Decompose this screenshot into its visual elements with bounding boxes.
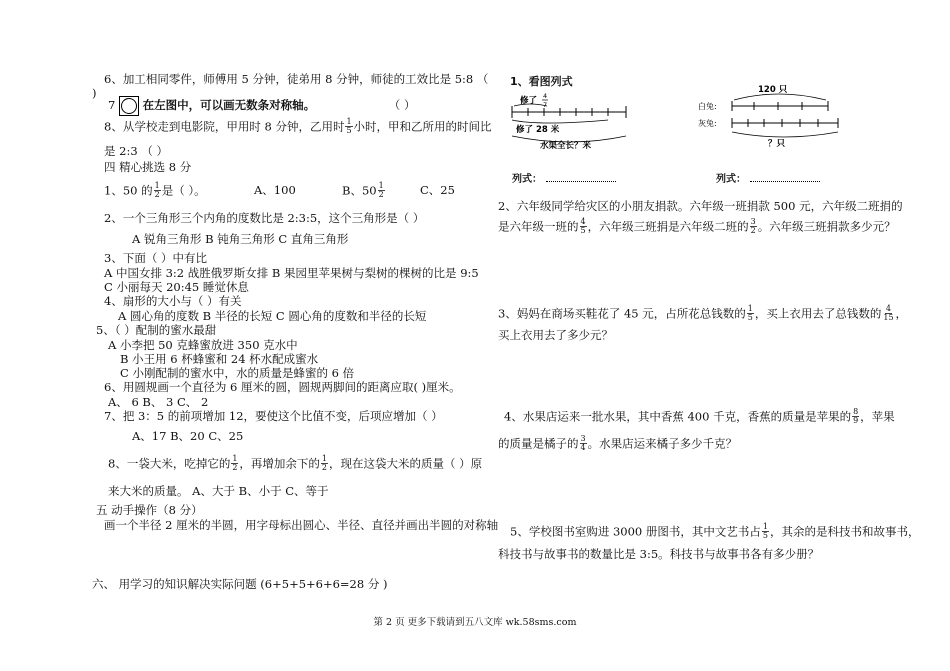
section-4-heading: 四 精心挑选 8 分 xyxy=(104,160,192,174)
section-5-heading: 五 动手操作（8 分） xyxy=(96,503,203,517)
choice-5: 5、（ ）配制的蜜水最甜 xyxy=(96,323,217,337)
circle-in-square-figure xyxy=(119,96,139,116)
section-5-task: 画一个半径 2 厘米的半圆，用字母标出圆心、半径、直径并画出半圆的对称轴 xyxy=(104,518,499,532)
q8-line: 8、从学校走到电影院，甲用时 8 分钟，乙用时 $\frac{1}{5}$ 小时，甲和乙所用的时间比 xyxy=(104,117,492,135)
q7-line xyxy=(108,96,415,116)
problem-3-line-1: 3、妈妈在商场买鞋花了 45 元，占所花总钱数的 $\frac{1}{5}$ ，买上衣用去了总钱数的 $\frac{4}{15}$ ， xyxy=(498,304,908,322)
choice-6-options: A、 6 B、 3 C、 2 xyxy=(108,395,209,409)
choice-3-options-ab: A 中国女排 3:2 战胜俄罗斯女排 B 果园里苹果树与梨树的棵树的比是 9:5 xyxy=(104,266,479,280)
section-6-heading: 六、 用学习的知识解决实际问题 (6+5+5+6+6=28 分 ) xyxy=(92,577,388,591)
formula-1-blank[interactable] xyxy=(546,181,616,182)
diagram1-mid-label: 修了 28 米 xyxy=(516,125,560,135)
rabbit-diagram xyxy=(698,80,848,150)
problem-4-line-2: 的质量是橘子的 $\frac{3}{4}$ 。水果店运来橘子多少千克？ xyxy=(498,434,738,452)
problem-3-line-2: 买上衣用去了多少元？ xyxy=(498,328,613,342)
choice-2: 2、一个三角形三个内角的度数比是 2:3:5，这个三角形是（ ） xyxy=(104,211,425,225)
diagram1-bottom-label: 水渠全长？米 xyxy=(540,141,592,151)
choice-6: 6、用圆规画一个直径为 6 厘米的圆，圆规两脚间的距离应取( )厘米。 xyxy=(104,380,461,394)
problem-5-line-2: 科技书与故事书的数量比是 3:5。科技书与故事书各有多少册？ xyxy=(498,547,820,561)
svg-text:7: 7 xyxy=(543,101,548,109)
formula-1: 列式： xyxy=(512,172,616,187)
q7-paren: （ ） xyxy=(388,98,416,112)
formula-2-blank[interactable] xyxy=(750,181,820,182)
formula-2: 列式： xyxy=(716,172,820,187)
choice-1: 1、50 的 $\frac{1}{2}$ 是（ ）。 A、100 B、50 $\frac{1}{2}$ C、25 xyxy=(104,181,455,199)
choice-4-options: A 圆心角的度数 B 半径的长短 C 圆心角的度数和半径的长短 xyxy=(118,309,427,323)
diagram1-top-label: 修了 xyxy=(520,96,538,106)
choice-3: 3、下面（ ）中有比 xyxy=(104,251,207,265)
q7-text: 在左图中，可以画无数条对称轴。 xyxy=(142,98,316,112)
choice-8: 8、一袋大米，吃掉它的 $\frac{1}{2}$ ，再增加余下的 $\frac{1}{2}$ ，现在这袋大米的质量（ ）原 xyxy=(108,454,483,472)
choice-2-options: A 锐角三角形 B 钝角三角形 C 直角三角形 xyxy=(132,232,349,246)
problem-2-line-1: 2、六年级同学给灾区的小朋友捐款。六年级一班捐款 500 元，六年级二班捐的 xyxy=(498,199,903,213)
problem-2-line-2: 是六年级一班的 $\frac{4}{5}$ ，六年级三班捐是六年级二班的 $\frac{3}{2}$ 。六年级三班捐款多少元？ xyxy=(498,217,896,235)
q8-fraction: $\frac{1}{5}$ xyxy=(346,117,352,135)
problem-5-line-1: 5、学校图书室购进 3000 册图书，其中文艺书占 $\frac{1}{5}$ ，其余的是科技书和故事书， xyxy=(510,522,920,540)
diagram2-top-label: 120 只 xyxy=(758,85,788,95)
svg-text:4: 4 xyxy=(543,92,548,100)
q6-paren-close: ) xyxy=(92,86,97,100)
choice-8-options: 来大米的质量。 A、大于 B、小于 C、等于 xyxy=(108,484,329,498)
gray-rabbit-label: 灰兔: xyxy=(698,119,717,128)
problem-4-line-1: 4、水果店运来一批水果，其中香蕉 400 千克，香蕉的质量是苹果的 $\frac{8}{9}$ ，苹果 xyxy=(504,407,895,425)
choice-7-options: A、17 B、20 C、25 xyxy=(132,429,244,443)
choice-4: 4、扇形的大小与（ ）有关 xyxy=(104,294,242,308)
choice-5-option-c: C 小刚配制的蜜水中，水的质量是蜂蜜的 6 倍 xyxy=(120,366,355,380)
water-channel-diagram xyxy=(500,86,660,152)
choice-5-option-a: A 小李把 50 克蜂蜜放进 350 克水中 xyxy=(108,338,298,352)
q8-line-2: 是 2:3 （ ） xyxy=(104,144,168,158)
choice-3-option-c: C 小丽每天 20:45 睡觉休息 xyxy=(104,280,249,294)
choice-5-option-b: B 小王用 6 杯蜂蜜和 24 杯水配成蜜水 xyxy=(120,352,319,366)
problem-1-title: 1、看图列式 xyxy=(510,75,573,88)
q7-number: 7 xyxy=(108,98,116,112)
white-rabbit-label: 白兔: xyxy=(698,102,717,111)
choice-7: 7、把 3：5 的前项增加 12，要使这个比值不变，后项应增加（ ） xyxy=(104,409,443,423)
q6-text: 6、加工相同零件，师傅用 5 分钟，徒弟用 8 分钟，师徒的工效比是 5:8 （ xyxy=(104,72,489,86)
page-footer: 第 2 页 更多下载请到五八文库 wk.58sms.com xyxy=(373,617,577,628)
diagram2-bottom-label: ？只 xyxy=(768,139,786,149)
